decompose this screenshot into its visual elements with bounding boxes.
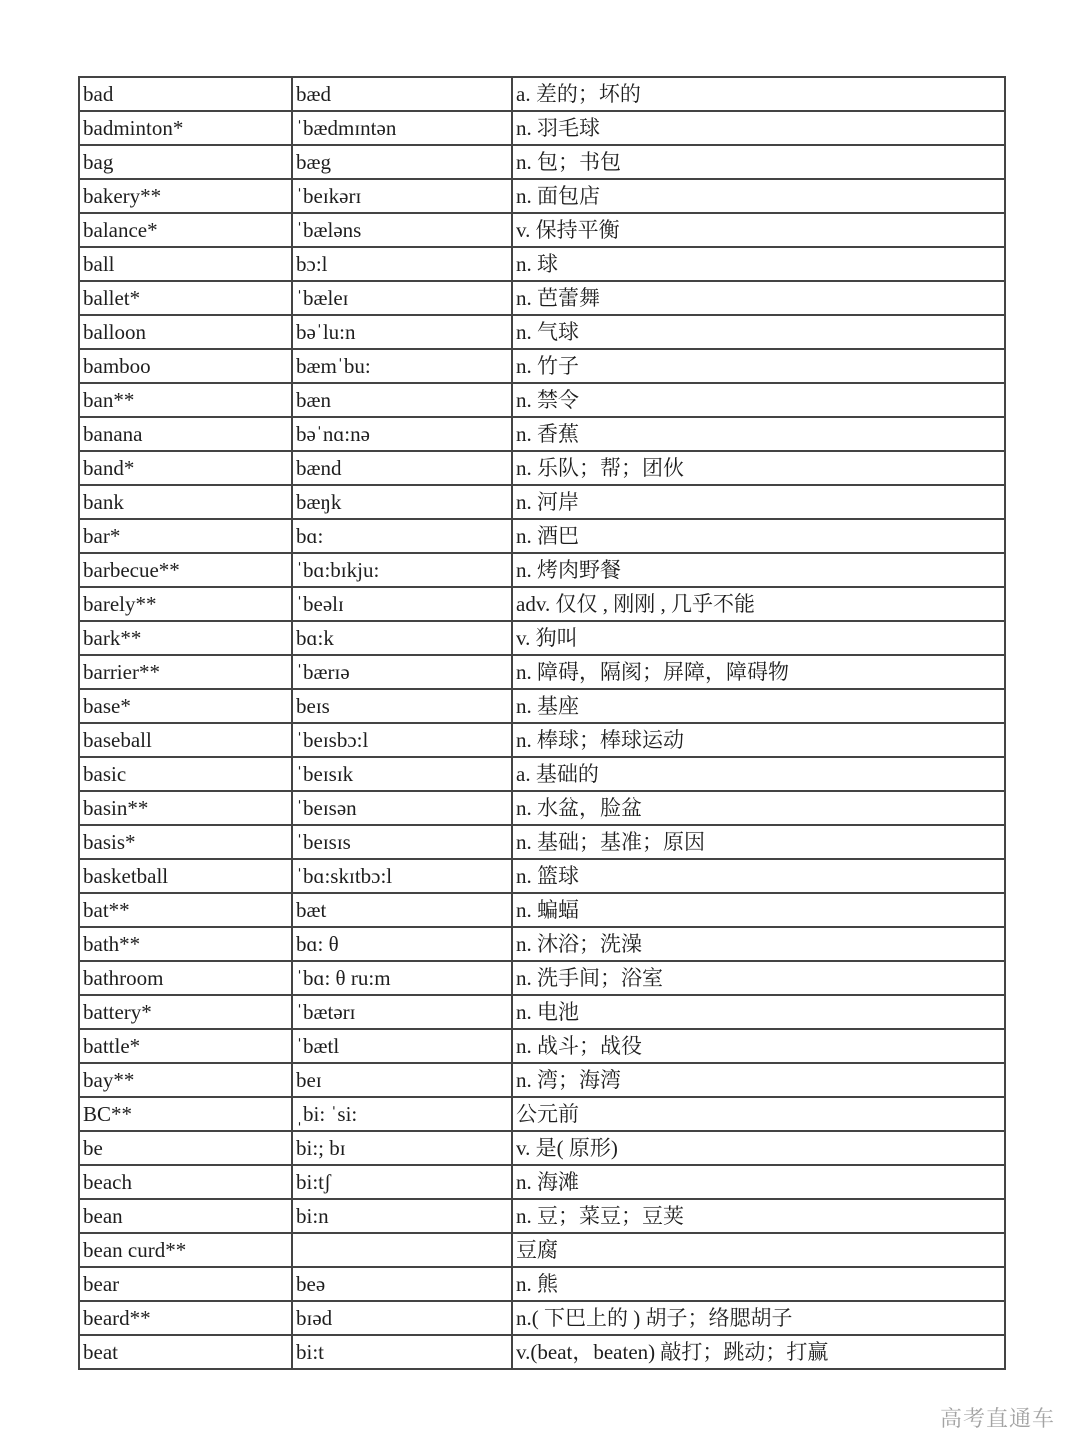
meaning-cell: 公元前 [512,1097,1005,1131]
table-row [79,451,1005,485]
word-cell: beat [79,1335,292,1369]
meaning-cell: n. 酒巴 [512,519,1005,553]
meaning-cell: n. 水盆，脸盆 [512,791,1005,825]
meaning-cell: n. 河岸 [512,485,1005,519]
word-cell: badminton* [79,111,292,145]
word-cell: basis* [79,825,292,859]
phonetic-cell: bəˈlu:n [292,315,512,349]
word-cell: ball [79,247,292,281]
meaning-cell: n. 气球 [512,315,1005,349]
meaning-cell: v. 狗叫 [512,621,1005,655]
meaning-cell: v.(beat，beaten) 敲打；跳动；打赢 [512,1335,1005,1369]
phonetic-cell: bəˈnɑ:nə [292,417,512,451]
word-cell: barely** [79,587,292,621]
phonetic-cell: bi:tʃ [292,1165,512,1199]
word-cell: band* [79,451,292,485]
word-cell: bean curd** [79,1233,292,1267]
meaning-cell: n. 包；书包 [512,145,1005,179]
phonetic-cell: beə [292,1267,512,1301]
word-cell: bean [79,1199,292,1233]
word-cell: basin** [79,791,292,825]
word-cell: beard** [79,1301,292,1335]
word-cell: bathroom [79,961,292,995]
word-cell: bark** [79,621,292,655]
word-cell: ban** [79,383,292,417]
meaning-cell: n. 障碍，隔阂；屏障，障碍物 [512,655,1005,689]
meaning-cell: n. 烤肉野餐 [512,553,1005,587]
word-cell: bamboo [79,349,292,383]
phonetic-cell: ˈbeɪkərɪ [292,179,512,213]
word-cell: bay** [79,1063,292,1097]
phonetic-cell: bæd [292,77,512,111]
table-row [79,655,1005,689]
table-row [79,1063,1005,1097]
word-cell: ballet* [79,281,292,315]
phonetic-cell: ˈbætərɪ [292,995,512,1029]
table-row [79,349,1005,383]
meaning-cell: n. 蝙蝠 [512,893,1005,927]
phonetic-cell: ˈbeɪsbɔ:l [292,723,512,757]
phonetic-cell: bɑ: [292,519,512,553]
table-row [79,587,1005,621]
meaning-cell: n. 海滩 [512,1165,1005,1199]
meaning-cell: n. 电池 [512,995,1005,1029]
meaning-cell: n. 豆；菜豆；豆荚 [512,1199,1005,1233]
meaning-cell: n. 沐浴；洗澡 [512,927,1005,961]
meaning-cell: a. 差的；坏的 [512,77,1005,111]
word-cell: balance* [79,213,292,247]
table-row [79,1267,1005,1301]
phonetic-cell: ˈbærɪə [292,655,512,689]
meaning-cell: n. 篮球 [512,859,1005,893]
table-row [79,1301,1005,1335]
word-cell: barbecue** [79,553,292,587]
table-row [79,1165,1005,1199]
meaning-cell: adv. 仅仅 , 刚刚 , 几乎不能 [512,587,1005,621]
phonetic-cell: ˈbɑ:skɪtbɔ:l [292,859,512,893]
table-row [79,383,1005,417]
table-row [79,1097,1005,1131]
table-row [79,961,1005,995]
meaning-cell: 豆腐 [512,1233,1005,1267]
table-row [79,1233,1005,1267]
meaning-cell: n. 香蕉 [512,417,1005,451]
table-row [79,995,1005,1029]
meaning-cell: n. 禁令 [512,383,1005,417]
meaning-cell: n. 战斗；战役 [512,1029,1005,1063]
phonetic-cell: bæg [292,145,512,179]
phonetic-cell: bæt [292,893,512,927]
vocabulary-table-body [79,77,1005,1369]
phonetic-cell: ˈbeɪsɪs [292,825,512,859]
meaning-cell: n.( 下巴上的 ) 胡子；络腮胡子 [512,1301,1005,1335]
table-row [79,791,1005,825]
table-row [79,553,1005,587]
table-row [79,145,1005,179]
meaning-cell: n. 乐队；帮；团伙 [512,451,1005,485]
table-row [79,621,1005,655]
table-row [79,77,1005,111]
table-row [79,1029,1005,1063]
meaning-cell: n. 球 [512,247,1005,281]
meaning-cell: n. 棒球；棒球运动 [512,723,1005,757]
phonetic-cell: bɑ:k [292,621,512,655]
meaning-cell: n. 基座 [512,689,1005,723]
table-row [79,689,1005,723]
word-cell: basic [79,757,292,791]
word-cell: base* [79,689,292,723]
word-cell: barrier** [79,655,292,689]
phonetic-cell: bænd [292,451,512,485]
meaning-cell: n. 羽毛球 [512,111,1005,145]
word-cell: battery* [79,995,292,1029]
word-cell: bar* [79,519,292,553]
phonetic-cell: bɪəd [292,1301,512,1335]
table-row [79,723,1005,757]
phonetic-cell [292,1233,512,1267]
table-row [79,1199,1005,1233]
phonetic-cell: ˈbeəlɪ [292,587,512,621]
phonetic-cell: bæŋk [292,485,512,519]
phonetic-cell: ˈbeɪsɪk [292,757,512,791]
phonetic-cell: bɑ: θ [292,927,512,961]
table-row [79,757,1005,791]
word-cell: bank [79,485,292,519]
meaning-cell: n. 熊 [512,1267,1005,1301]
phonetic-cell: ˈbæleɪ [292,281,512,315]
vocabulary-table [78,76,1006,1370]
word-cell: battle* [79,1029,292,1063]
table-row [79,417,1005,451]
phonetic-cell: ˈbæləns [292,213,512,247]
meaning-cell: v. 保持平衡 [512,213,1005,247]
table-row [79,859,1005,893]
phonetic-cell: ˈbɑ:bɪkju: [292,553,512,587]
table-row [79,927,1005,961]
table-row [79,485,1005,519]
phonetic-cell: ˈbætl [292,1029,512,1063]
word-cell: bad [79,77,292,111]
word-cell: bag [79,145,292,179]
table-row [79,1335,1005,1369]
phonetic-cell: beɪs [292,689,512,723]
meaning-cell: n. 芭蕾舞 [512,281,1005,315]
word-cell: bat** [79,893,292,927]
table-row [79,315,1005,349]
meaning-cell: n. 洗手间；浴室 [512,961,1005,995]
phonetic-cell: ˈbeɪsən [292,791,512,825]
word-cell: be [79,1131,292,1165]
word-cell: baseball [79,723,292,757]
table-row [79,213,1005,247]
phonetic-cell: ˈbædmɪntən [292,111,512,145]
phonetic-cell: bæmˈbu: [292,349,512,383]
table-row [79,179,1005,213]
word-cell: beach [79,1165,292,1199]
meaning-cell: a. 基础的 [512,757,1005,791]
word-cell: bear [79,1267,292,1301]
word-cell: bakery** [79,179,292,213]
table-row [79,111,1005,145]
phonetic-cell: bɔ:l [292,247,512,281]
phonetic-cell: beɪ [292,1063,512,1097]
word-cell: banana [79,417,292,451]
phonetic-cell: bi:t [292,1335,512,1369]
phonetic-cell: bi:n [292,1199,512,1233]
table-row [79,1131,1005,1165]
meaning-cell: n. 面包店 [512,179,1005,213]
meaning-cell: n. 基础；基准；原因 [512,825,1005,859]
phonetic-cell: bæn [292,383,512,417]
phonetic-cell: ˈbɑ: θ ru:m [292,961,512,995]
table-row [79,893,1005,927]
meaning-cell: n. 竹子 [512,349,1005,383]
word-cell: basketball [79,859,292,893]
phonetic-cell: ˌbi: ˈsi: [292,1097,512,1131]
table-row [79,825,1005,859]
meaning-cell: n. 湾；海湾 [512,1063,1005,1097]
table-row [79,247,1005,281]
table-row [79,519,1005,553]
table-row [79,281,1005,315]
meaning-cell: v. 是( 原形) [512,1131,1005,1165]
watermark: 高考直通车 [940,1406,1056,1431]
phonetic-cell: bi:; bɪ [292,1131,512,1165]
word-cell: balloon [79,315,292,349]
word-cell: bath** [79,927,292,961]
word-cell: BC** [79,1097,292,1131]
